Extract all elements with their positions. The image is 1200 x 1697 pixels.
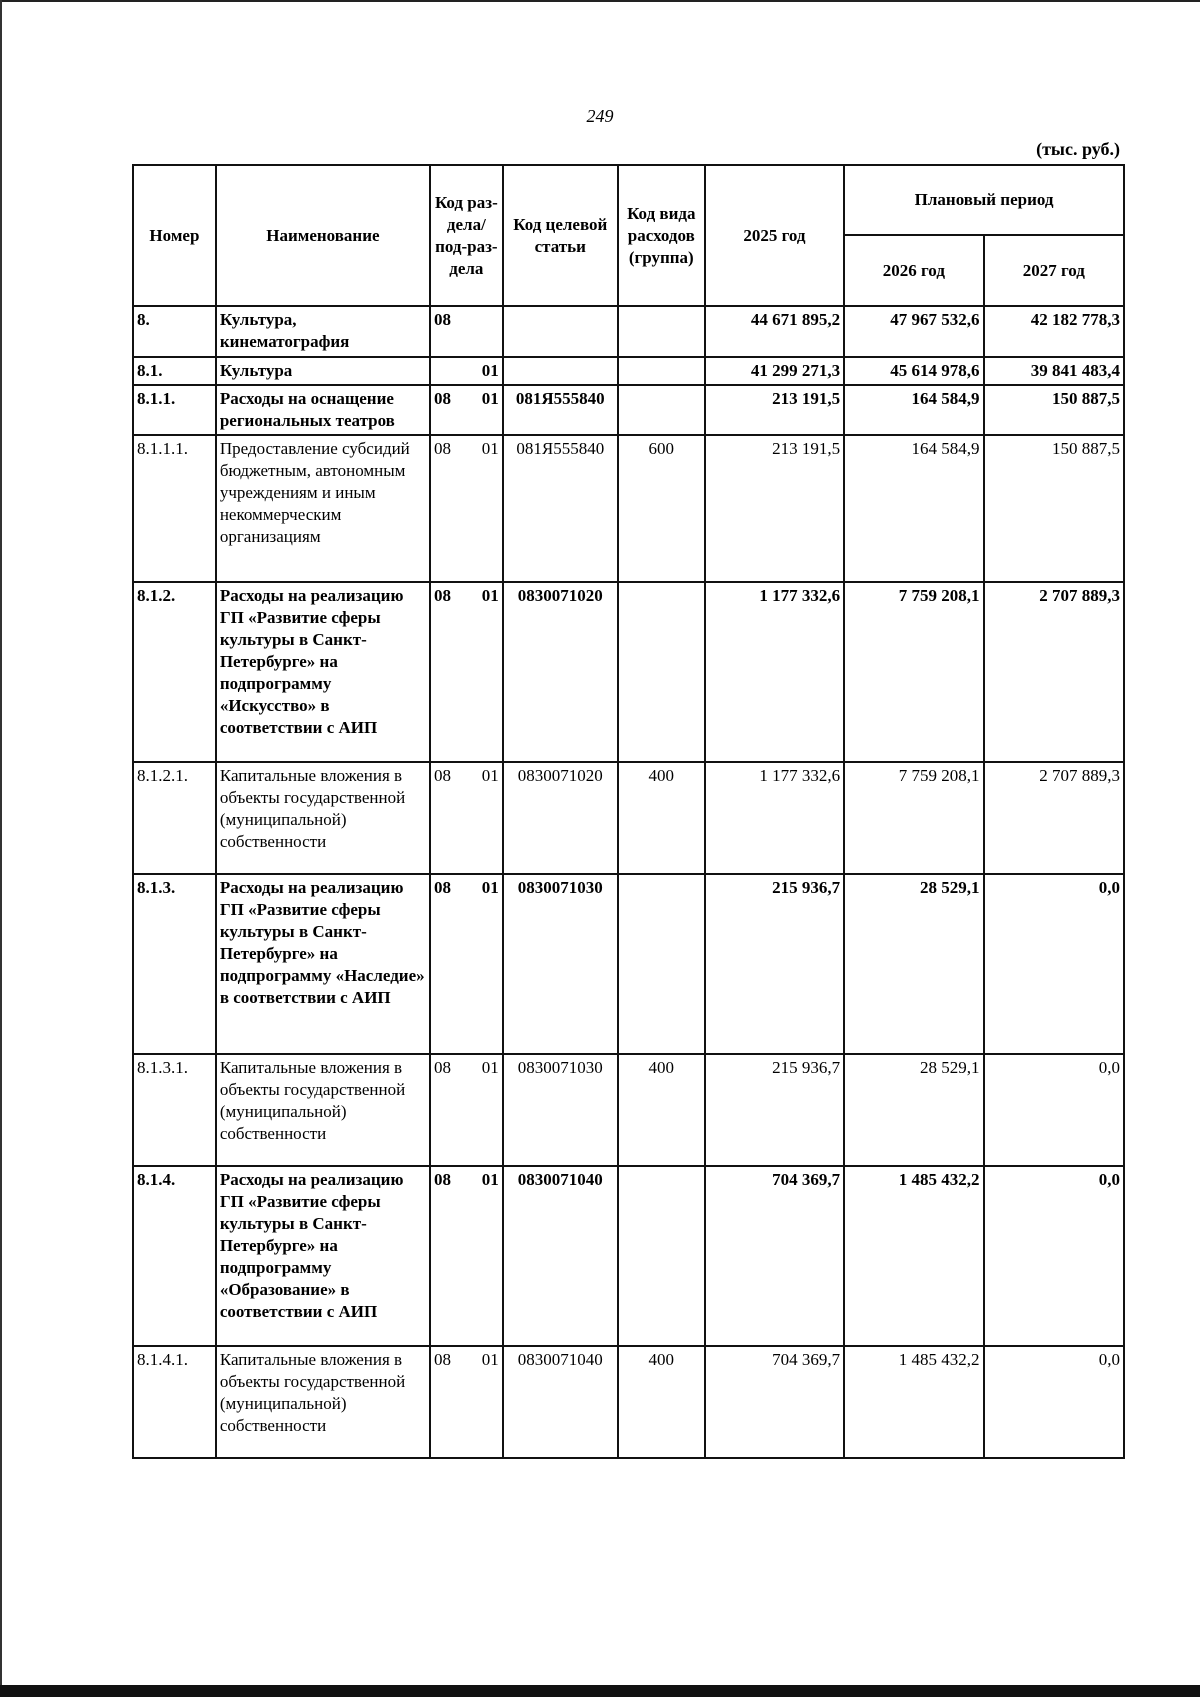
row-expense-kind <box>618 1166 705 1346</box>
row-value-2026: 28 529,1 <box>844 874 983 1054</box>
row-name: Капитальные вложения в объекты государственной (муниципальной) собственности <box>216 1346 430 1458</box>
row-name: Расходы на реализацию ГП «Развитие сферы культуры в Санкт-Петербурге» на подпрограмму «Образование» в соответствии с АИП <box>216 1166 430 1346</box>
row-value-2027: 150 887,5 <box>984 385 1124 435</box>
row-value-2025: 1 177 332,6 <box>705 582 844 762</box>
budget-table <box>132 164 1125 1459</box>
subsection-code: 01 <box>481 1350 499 1369</box>
row-target-code: 0830071030 <box>503 874 618 1054</box>
row-value-2027: 0,0 <box>984 1054 1124 1166</box>
row-value-2027: 150 887,5 <box>984 435 1124 582</box>
section-code: 08 <box>433 1350 451 1369</box>
row-number: 8.1. <box>133 357 216 385</box>
row-value-2026: 45 614 978,6 <box>844 357 983 385</box>
subsection-code: 01 <box>481 389 499 408</box>
bottom-scan-edge <box>0 1685 1200 1697</box>
row-number: 8.1.4. <box>133 1166 216 1346</box>
row-section-code <box>430 435 503 582</box>
row-value-2026: 7 759 208,1 <box>844 762 983 874</box>
row-expense-kind <box>618 385 705 435</box>
table-row <box>133 357 1124 385</box>
subsection-code: 01 <box>481 766 499 785</box>
row-expense-kind <box>618 306 705 357</box>
row-section-code <box>430 1166 503 1346</box>
row-value-2025: 213 191,5 <box>705 385 844 435</box>
row-expense-kind: 400 <box>618 762 705 874</box>
row-value-2025: 213 191,5 <box>705 435 844 582</box>
row-section-code <box>430 306 503 357</box>
row-name: Капитальные вложения в объекты государственной (муниципальной) собственности <box>216 1054 430 1166</box>
header-number: Номер <box>133 165 216 306</box>
subsection-code: 01 <box>481 586 499 605</box>
row-number: 8.1.3.1. <box>133 1054 216 1166</box>
page-number: 249 <box>586 106 614 126</box>
subsection-code: 01 <box>481 1170 499 1189</box>
row-expense-kind: 400 <box>618 1054 705 1166</box>
row-target-code: 081Я555840 <box>503 385 618 435</box>
row-expense-kind <box>618 874 705 1054</box>
row-value-2026: 164 584,9 <box>844 435 983 582</box>
row-number: 8. <box>133 306 216 357</box>
row-expense-kind: 600 <box>618 435 705 582</box>
table-row <box>133 874 1124 1054</box>
row-value-2026: 7 759 208,1 <box>844 582 983 762</box>
table-row <box>133 762 1124 874</box>
row-value-2025: 1 177 332,6 <box>705 762 844 874</box>
row-number: 8.1.3. <box>133 874 216 1054</box>
row-target-code: 0830071030 <box>503 1054 618 1166</box>
row-value-2025: 215 936,7 <box>705 874 844 1054</box>
subsection-code: 01 <box>481 878 499 897</box>
row-value-2027: 42 182 778,3 <box>984 306 1124 357</box>
row-section-code <box>430 762 503 874</box>
section-code: 08 <box>433 1058 451 1077</box>
table-row <box>133 1054 1124 1166</box>
subsection-code: 01 <box>481 439 499 458</box>
section-code: 08 <box>433 310 451 329</box>
header-planned-period: Плановый период <box>844 165 1124 235</box>
top-scan-edge <box>0 0 1200 2</box>
row-value-2026: 1 485 432,2 <box>844 1166 983 1346</box>
section-code: 08 <box>433 1170 451 1189</box>
row-value-2027: 0,0 <box>984 1166 1124 1346</box>
header-name: Наименование <box>216 165 430 306</box>
table-row <box>133 435 1124 582</box>
section-code: 08 <box>433 389 451 408</box>
row-number: 8.1.2.1. <box>133 762 216 874</box>
row-value-2026: 28 529,1 <box>844 1054 983 1166</box>
row-section-code <box>430 582 503 762</box>
row-name: Предоставление субсидий бюджетным, автономным учреждениям и иным некоммерческим организациям <box>216 435 430 582</box>
row-target-code <box>503 306 618 357</box>
header-2026: 2026 год <box>844 235 983 306</box>
row-section-code <box>430 1346 503 1458</box>
row-section-code <box>430 874 503 1054</box>
row-section-code <box>430 385 503 435</box>
row-value-2027: 0,0 <box>984 1346 1124 1458</box>
row-expense-kind <box>618 582 705 762</box>
row-value-2027: 2 707 889,3 <box>984 582 1124 762</box>
row-target-code: 081Я555840 <box>503 435 618 582</box>
row-target-code: 0830071020 <box>503 762 618 874</box>
row-expense-kind <box>618 357 705 385</box>
row-value-2027: 2 707 889,3 <box>984 762 1124 874</box>
row-value-2025: 215 936,7 <box>705 1054 844 1166</box>
header-2027: 2027 год <box>984 235 1124 306</box>
row-value-2026: 1 485 432,2 <box>844 1346 983 1458</box>
subsection-code: 01 <box>481 1058 499 1077</box>
table-row <box>133 385 1124 435</box>
row-number: 8.1.1.1. <box>133 435 216 582</box>
row-number: 8.1.1. <box>133 385 216 435</box>
section-code: 08 <box>433 878 451 897</box>
subsection-code: 01 <box>481 361 499 380</box>
row-name: Культура <box>216 357 430 385</box>
row-value-2025: 41 299 271,3 <box>705 357 844 385</box>
row-value-2025: 44 671 895,2 <box>705 306 844 357</box>
row-value-2027: 0,0 <box>984 874 1124 1054</box>
left-scan-edge <box>0 0 2 1697</box>
row-name: Капитальные вложения в объекты государственной (муниципальной) собственности <box>216 762 430 874</box>
section-code: 08 <box>433 439 451 458</box>
table-row <box>133 1166 1124 1346</box>
table-row <box>133 582 1124 762</box>
table-row <box>133 306 1124 357</box>
section-code: 08 <box>433 586 451 605</box>
row-value-2026: 164 584,9 <box>844 385 983 435</box>
row-expense-kind: 400 <box>618 1346 705 1458</box>
row-section-code <box>430 1054 503 1166</box>
row-name: Расходы на реализацию ГП «Развитие сферы культуры в Санкт-Петербурге» на подпрограмму «Наследие» в соответствии с АИП <box>216 874 430 1054</box>
row-target-code: 0830071040 <box>503 1346 618 1458</box>
row-value-2025: 704 369,7 <box>705 1166 844 1346</box>
header-2025: 2025 год <box>705 165 844 306</box>
row-name: Расходы на оснащение региональных театров <box>216 385 430 435</box>
row-target-code <box>503 357 618 385</box>
row-name: Культура, кинематография <box>216 306 430 357</box>
table-row <box>133 1346 1124 1458</box>
row-section-code <box>430 357 503 385</box>
row-number: 8.1.2. <box>133 582 216 762</box>
row-target-code: 0830071040 <box>503 1166 618 1346</box>
section-code: 08 <box>433 766 451 785</box>
row-value-2027: 39 841 483,4 <box>984 357 1124 385</box>
row-target-code: 0830071020 <box>503 582 618 762</box>
row-value-2026: 47 967 532,6 <box>844 306 983 357</box>
units-label: (тыс. руб.) <box>1036 139 1120 159</box>
row-name: Расходы на реализацию ГП «Развитие сферы культуры в Санкт-Петербурге» на подпрограмму «Искусство» в соответствии с АИП <box>216 582 430 762</box>
header-target: Код целевой статьи <box>503 165 618 306</box>
header-section: Код раз-дела/ под-раз-дела <box>430 165 503 306</box>
row-value-2025: 704 369,7 <box>705 1346 844 1458</box>
header-kind: Код вида расходов (группа) <box>618 165 705 306</box>
row-number: 8.1.4.1. <box>133 1346 216 1458</box>
